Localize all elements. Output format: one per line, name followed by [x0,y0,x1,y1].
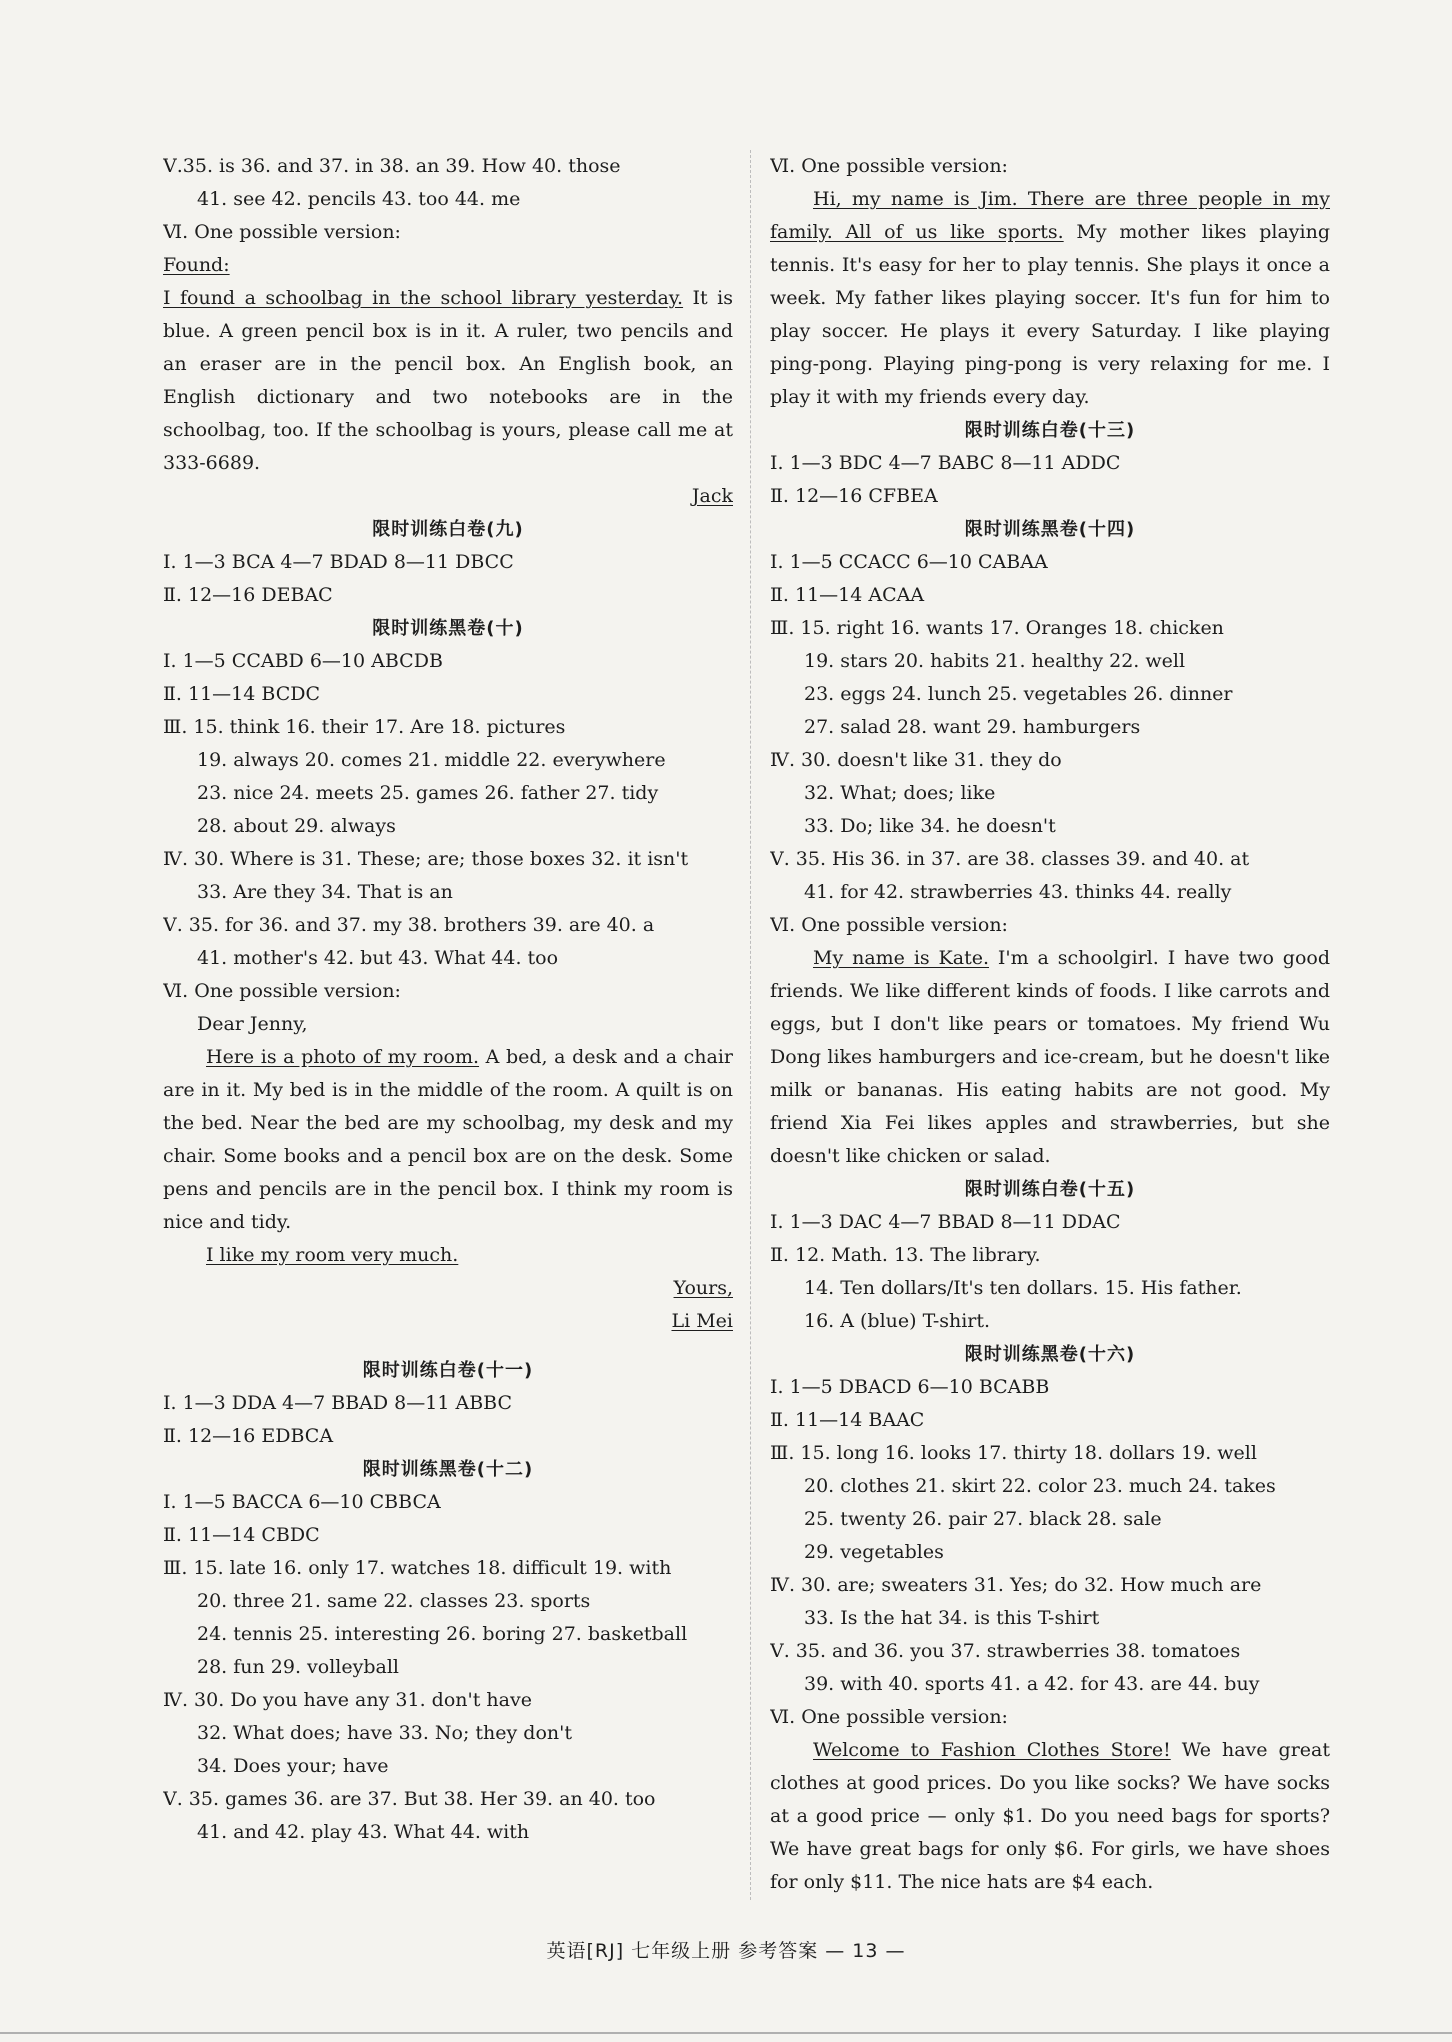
answer-line: 41. and 42. play 43. What 44. with [197,1821,530,1843]
column-divider [750,150,751,1900]
answer-line: 32. What; does; like [804,782,996,804]
answer-line: 20. three 21. same 22. classes 23. sports [197,1590,591,1612]
page-bottom-edge [0,2032,1452,2034]
answer-line: 27. salad 28. want 29. hamburgers [804,716,1141,738]
section-heading: 限时训练黑卷(十四) [964,519,1136,540]
answer-line: Ⅲ. 15. late 16. only 17. watches 18. difficult 19. with [163,1557,672,1579]
answer-line: Ⅱ. 11—14 BAAC [770,1409,925,1431]
answer-line: 20. clothes 21. skirt 22. color 23. much 24. takes [804,1475,1276,1497]
answer-line: Ⅰ. 1—5 CCABD 6—10 ABCDB [163,650,443,672]
answer-line: Ⅰ. 1—3 DDA 4—7 BBAD 8—11 ABBC [163,1392,513,1414]
answer-line: Dear Jenny, [197,1013,308,1035]
letter-room [163,1041,733,1338]
answer-line: Ⅰ. 1—3 DAC 4—7 BBAD 8—11 DDAC [770,1211,1121,1233]
answer-line: Ⅰ. 1—3 BCA 4—7 BDAD 8—11 DBCC [163,551,514,573]
answer-line: 33. Is the hat 34. is this T-shirt [804,1607,1100,1629]
section-heading: 限时训练白卷(十三) [964,420,1136,441]
answer-line: Ⅲ. 15. right 16. wants 17. Oranges 18. chicken [770,617,1224,639]
right-answers-middle [770,414,1330,942]
answer-line: Ⅵ. One possible version: [163,221,401,243]
answer-line: Ⅰ. 1—5 CCACC 6—10 CABAA [770,551,1048,573]
answer-line: Ⅳ. 30. are; sweaters 31. Yes; do 32. How much are [770,1574,1262,1596]
answer-line: 32. What does; have 33. No; they don't [197,1722,572,1744]
answer-line: Ⅰ. 1—3 BDC 4—7 BABC 8—11 ADDC [770,452,1121,474]
section-heading: 限时训练黑卷(十二) [362,1459,534,1480]
answer-line: 23. eggs 24. lunch 25. vegetables 26. dinner [804,683,1233,705]
answer-line: 41. for 42. strawberries 43. thinks 44. really [804,881,1232,903]
answer-line: 29. vegetables [804,1541,944,1563]
essay-store [770,1734,1330,1899]
answer-line: Ⅲ. 15. think 16. their 17. Are 18. pictures [163,716,566,738]
answer-line: 28. about 29. always [197,815,396,837]
answer-line: Ⅳ. 30. doesn't like 31. they do [770,749,1062,771]
answer-line: Ⅳ. 30. Do you have any 31. don't have [163,1689,532,1711]
essay-kate [770,942,1330,1173]
essay-store-body: We have great clothes at good prices. Do you like socks? We have socks at a good price — only $1. Do you need bags for sports? We have great bags for only $6. For girls, we have shoes for only $11. The nice hats are $4 each. [770,1739,1330,1893]
essay-store-underlined: Welcome to Fashion Clothes Store! [813,1739,1171,1761]
section-heading: 限时训练白卷(九) [372,519,524,540]
answer-line: 33. Do; like 34. he doesn't [804,815,1056,837]
found-notice-underlined: I found a schoolbag in the school library yesterday. [163,287,684,309]
left-answers-bottom [163,1354,733,1849]
answer-line: Ⅴ. 35. His 36. in 37. are 38. classes 39. and 40. at [770,848,1250,870]
answer-line: 19. always 20. comes 21. middle 22. everywhere [197,749,666,771]
answer-line: Ⅴ. 35. and 36. you 37. strawberries 38. tomatoes [770,1640,1241,1662]
right-version-label: Ⅵ. One possible version: [770,155,1008,177]
answer-line: Ⅱ. 12. Math. 13. The library. [770,1244,1041,1266]
answer-line: Jack [691,485,733,507]
found-notice-body: I found a schoolbag in the school library yesterday. It is blue. A green pencil box is in it. A ruler, two pencils and an eraser are in the pencil box. An English book, an English dictionary and two notebooks are in the schoolbag, too. If the schoolbag is yours, please call me at 333-6689. [163,287,734,474]
answer-line: 39. with 40. sports 41. a 42. for 43. are 44. buy [804,1673,1260,1695]
answer-line: Ⅱ. 12—16 EDBCA [163,1425,334,1447]
answer-line: 28. fun 29. volleyball [197,1656,400,1678]
answer-line: Ⅵ. One possible version: [163,980,401,1002]
right-column [770,150,1330,1899]
letter-room-first-sentence: Here is a photo of my room. [206,1046,480,1068]
answer-line: Ⅴ. 35. games 36. are 37. But 38. Her 39. an 40. too [163,1788,656,1810]
right-answers-bottom [770,1173,1330,1734]
answer-line: 41. mother's 42. but 43. What 44. too [197,947,559,969]
answer-line: 23. nice 24. meets 25. games 26. father 27. tidy [197,782,659,804]
left-column [163,150,733,1849]
answer-line: Found: [163,254,230,276]
answer-line: 34. Does your; have [197,1755,389,1777]
page-footer: 英语[RJ] 七年级上册 参考答案 — 13 — [546,1940,906,1962]
answer-line: Ⅱ. 11—14 BCDC [163,683,321,705]
essay-kate-body: I'm a schoolgirl. I have two good friends. We like different kinds of foods. I like carrots and eggs, but I don't like pears or tomatoes. My friend Wu Dong likes hamburgers and ice-cream, but he doesn't like milk or bananas. His eating habits are not good. My friend Xia Fei likes apples and strawberries, but she doesn't like chicken or salad. [770,947,1330,1167]
answer-line: 33. Are they 34. That is an [197,881,453,903]
answer-line: Ⅱ. 12—16 DEBAC [163,584,333,606]
answer-line: Ⅵ. One possible version: [770,1706,1008,1728]
answer-line: Ⅱ. 12—16 CFBEA [770,485,938,507]
answer-line: Ⅰ. 1—5 DBACD 6—10 BCABB [770,1376,1050,1398]
answer-line: 41. see 42. pencils 43. too 44. me [197,188,521,210]
essay-sports-underlined: Hi, my name is Jim. There are three people in my family. All of us like sports. [770,188,1330,243]
answer-line: Ⅰ. 1—5 BACCA 6—10 CBBCA [163,1491,441,1513]
left-answers-top [163,150,733,1041]
answer-line: 25. twenty 26. pair 27. black 28. sale [804,1508,1162,1530]
answer-line: Ⅵ. One possible version: [770,914,1008,936]
section-heading: 限时训练黑卷(十) [372,618,524,639]
letter-room-closing: I like my room very much. [206,1244,459,1266]
section-heading: 限时训练白卷(十一) [362,1360,534,1381]
letter-room-signature: Li Mei [671,1310,733,1332]
answer-line: Ⅳ. 30. Where is 31. These; are; those boxes 32. it isn't [163,848,689,870]
answer-line: Ⅱ. 11—14 CBDC [163,1524,320,1546]
letter-room-body: A bed, a desk and a chair are in it. My bed is in the middle of the room. A quilt is on the bed. Near the bed are my schoolbag, my desk and my chair. Some books and a pencil box are on the desk. Some pens and pencils are in the pencil box. I think my room is nice and tidy. [163,1046,733,1233]
section-heading: 限时训练黑卷(十六) [964,1344,1136,1365]
answer-line: Ⅴ.35. is 36. and 37. in 38. an 39. How 40. those [163,155,621,177]
essay-kate-underlined: My name is Kate. [813,947,989,969]
answer-line: 19. stars 20. habits 21. healthy 22. well [804,650,1186,672]
answer-line: Ⅱ. 11—14 ACAA [770,584,925,606]
section-heading: 限时训练白卷(十五) [964,1179,1136,1200]
essay-sports [770,183,1330,414]
essay-sports-body: My mother likes playing tennis. It's easy for her to play tennis. She plays it once a week. My father likes playing soccer. It's fun for him to play soccer. He plays it every Saturday. I like playing ping-pong. Playing ping-pong is very relaxing for me. I play it with my friends every day. [770,221,1330,408]
letter-room-yours: Yours, [673,1277,733,1299]
answer-line: 14. Ten dollars/It's ten dollars. 15. His father. [804,1277,1242,1299]
answer-line: Ⅴ. 35. for 36. and 37. my 38. brothers 39. are 40. a [163,914,655,936]
answer-line: Ⅲ. 15. long 16. looks 17. thirty 18. dollars 19. well [770,1442,1257,1464]
answer-line: 16. A (blue) T-shirt. [804,1310,991,1332]
answer-line: 24. tennis 25. interesting 26. boring 27. basketball [197,1623,688,1645]
